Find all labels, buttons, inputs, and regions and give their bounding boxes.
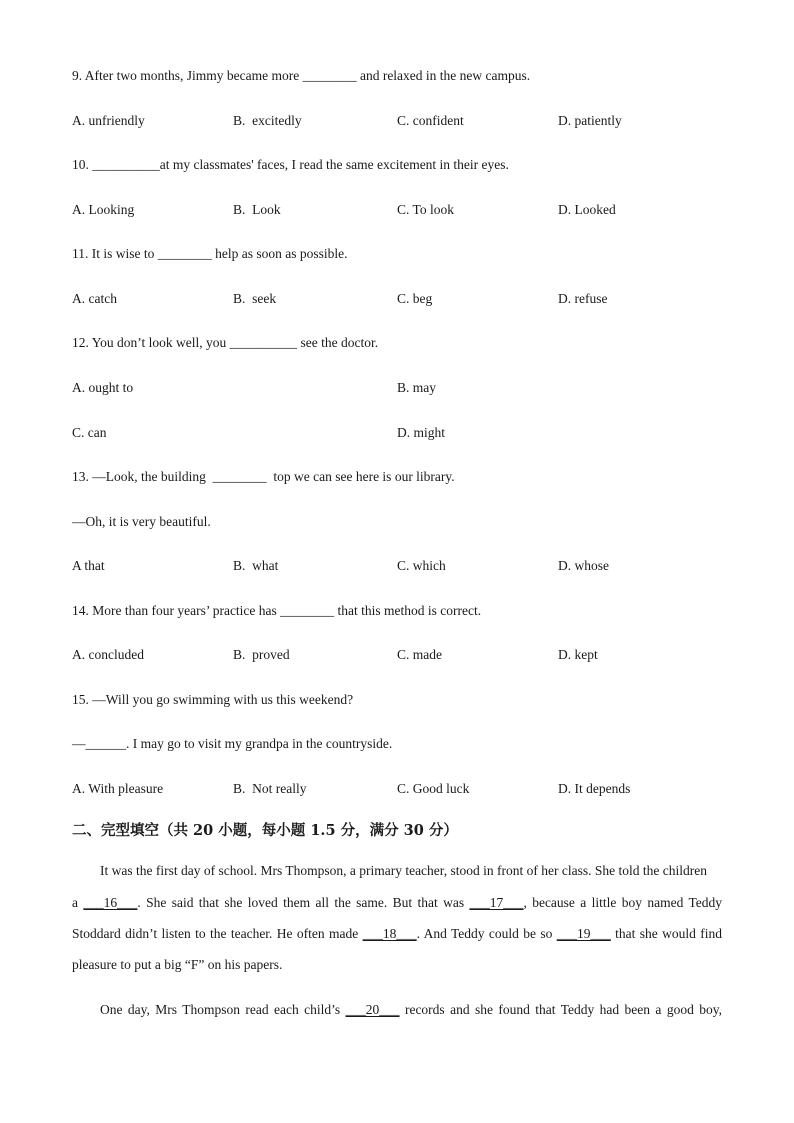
q13-option-d: D. whose (558, 558, 609, 573)
q11-option-a: A. catch (72, 291, 117, 306)
q10-option-a: A. Looking (72, 202, 135, 217)
passage-line: It was the first day of school. Mrs Thompson, a primary teacher, stood in front of her class. She told the children (100, 863, 707, 878)
q11-option-c: C. beg (397, 291, 433, 306)
q11-option-b: B. seek (233, 291, 277, 306)
q10-option-c: C. To look (397, 202, 454, 217)
q15-option-a: A. With pleasure (72, 781, 164, 796)
q9-option-a: A. unfriendly (72, 113, 145, 128)
passage-text: a (72, 895, 84, 910)
passage-text: , because a little boy named Teddy (523, 895, 722, 910)
q14-option-d: D. kept (558, 647, 598, 662)
question-10-stem: 10. __________at my classmates' faces, I read the same excitement in their eyes. (72, 157, 509, 172)
section-heading: 二、完型填空（共 20 小题，每小题 1.5 分，满分 30 分） (72, 822, 458, 839)
passage-text: records and she found that Teddy had been a good boy, (399, 1002, 722, 1017)
q15-option-b: B. Not really (233, 781, 307, 796)
blank-19: ___19___ (556, 926, 611, 941)
question-13-reply: —Oh, it is very beautiful. (72, 514, 211, 529)
blank-20: ___20___ (345, 1002, 400, 1017)
passage-line (72, 925, 722, 943)
q13-option-b: B. what (233, 558, 279, 573)
question-12-stem: 12. You don’t look well, you __________ see the doctor. (72, 335, 379, 350)
q12-option-a: A. ought to (72, 380, 134, 395)
passage-text: that she would find (610, 926, 722, 941)
q15-option-c: C. Good luck (397, 781, 470, 796)
q14-option-c: C. made (397, 647, 442, 662)
q13-option-a: A that (72, 558, 105, 573)
q9-option-b: B. excitedly (233, 113, 302, 128)
q10-option-d: D. Looked (558, 202, 616, 217)
question-15-stem: 15. —Will you go swimming with us this weekend? (72, 692, 354, 707)
passage-line: pleasure to put a big “F” on his papers. (72, 957, 283, 972)
blank-18: ___18___ (362, 926, 417, 941)
q9-option-c: C. confident (397, 113, 464, 128)
passage-text: . She said that she loved them all the same. But that was (137, 895, 470, 910)
passage-line (100, 1001, 722, 1019)
passage-text: Stoddard didn’t listen to the teacher. He often made (72, 926, 363, 941)
blank-16: ___16___ (83, 895, 138, 910)
blank-17: ___17___ (469, 895, 524, 910)
passage-text: One day, Mrs Thompson read each child’s (100, 1002, 346, 1017)
q9-option-d: D. patiently (558, 113, 622, 128)
question-11-stem: 11. It is wise to ________ help as soon as possible. (72, 246, 348, 261)
q12-option-c: C. can (72, 425, 107, 440)
passage-line (72, 894, 722, 912)
q13-option-c: C. which (397, 558, 446, 573)
q11-option-d: D. refuse (558, 291, 608, 306)
q12-option-d: D. might (397, 425, 446, 440)
q14-option-a: A. concluded (72, 647, 144, 662)
q12-option-b: B. may (397, 380, 436, 395)
question-13-stem: 13. —Look, the building ________ top we can see here is our library. (72, 469, 455, 484)
question-14-stem: 14. More than four years’ practice has ________ that this method is correct. (72, 603, 482, 618)
q14-option-b: B. proved (233, 647, 290, 662)
question-9-stem: 9. After two months, Jimmy became more ________ and relaxed in the new campus. (72, 68, 531, 83)
question-15-reply: —______. I may go to visit my grandpa in the countryside. (72, 736, 393, 751)
q15-option-d: D. It depends (558, 781, 631, 796)
passage-text: . And Teddy could be so (416, 926, 557, 941)
q10-option-b: B. Look (233, 202, 281, 217)
